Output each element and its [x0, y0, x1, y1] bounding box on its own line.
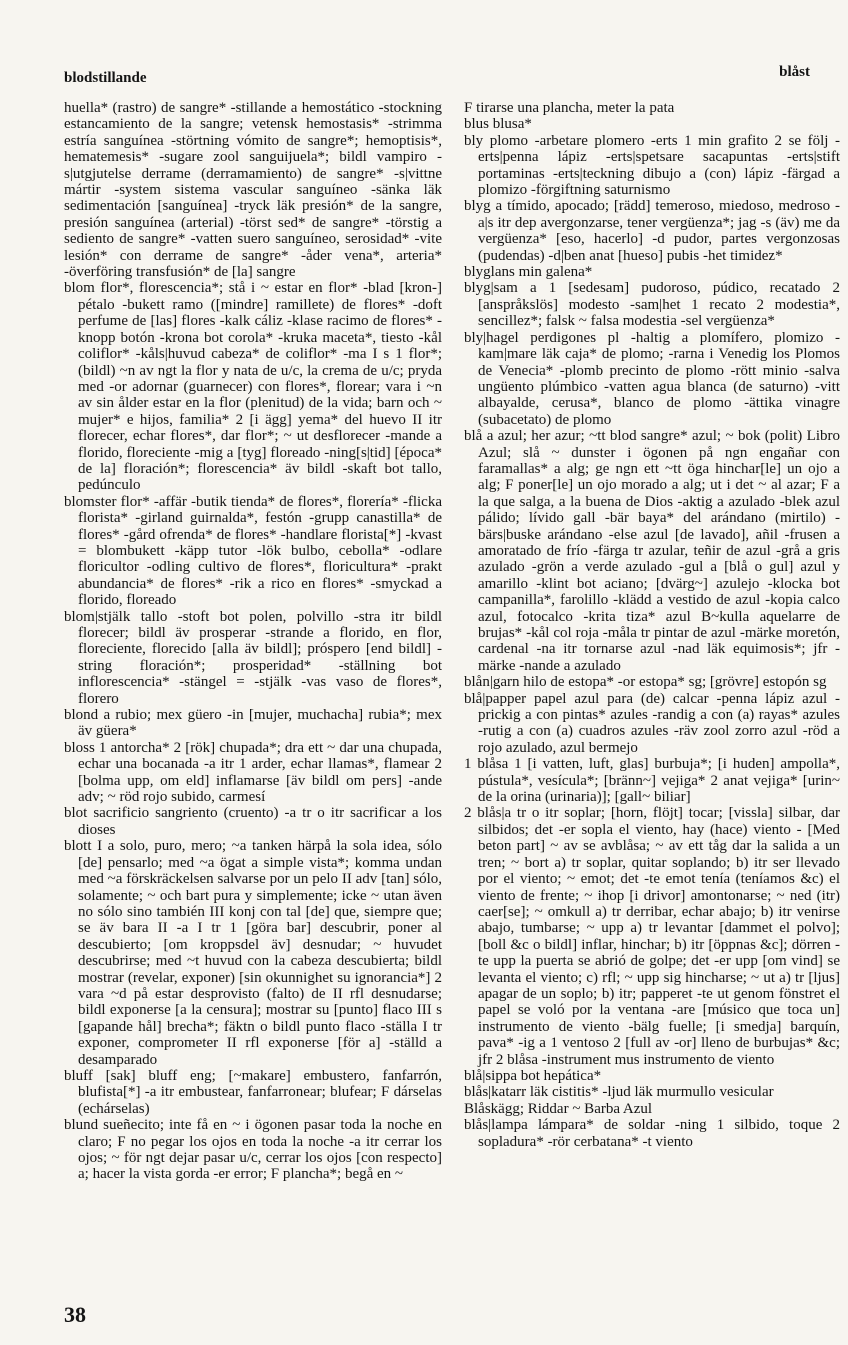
- dictionary-entry: blå a azul; her azur; ~tt blod sangre* azul; ~ bok (polit) Libro Azul; slå ~ dunster i ögonen på ngn engañar con faramallas* a alg; ge ngn ett ~tt öga hinchar[le] un ojo a alg; F poner[le] un ojo morado a alg; ut i det ~ al azar; F a la que salga, a la buena de Dios -aktig a azulado -blek azul pálido; lívido gall -bär baya* del arándano (mirtilo) -bärs|buske arándano -else azul [de lavado], añil -frusen a amoratado de frío -färga tr azular, teñir de azul -grå a gris azulado -grön a verde azulado -gul a [blå o gul] azul y amarillo -klint bot aciano; [dvärg~] azulejo -klocka bot campanilla*, farolillo -klädd a vestido de azul -kopia calco azul, fotocalco -krita tiza* azul B~kulla aquelarre de brujas* -kål col roja -måla tr pintar de azul -märke moretón, cardenal -na itr tornarse azul -nad läk equimosis*; jfr -märke -nande a azulado: [464, 428, 840, 674]
- dictionary-entry: bly plomo -arbetare plomero -erts 1 min grafito 2 se följ -erts|penna lápiz -erts|spetsare sacapuntas -erts|stift portaminas -erts|teckning dibujo a (con) lápiz -färgad a plomizo -förgiftning saturnismo: [464, 132, 840, 199]
- dictionary-entry: blott I a solo, puro, mero; ~a tanken härpå la sola idea, sólo [de] pensarlo; med ~a ögat a simple vista*; komma undan med ~a förskräckelsen salvarse por un pelo II adv [tan] sólo, solamente; ~ och bart pura y simplemente; icke ~ utan även no sólo sino también III konj con tal [de] que, siempre que; se äv bara II -a I tr 1 [göra bar] descubrir, poner al descubierto; [om kroppsdel äv] desnudar; ~ huvudet descubrirse; med ~t huvud con la cabeza descubierta; bildl mostrar (revelar, exponer) [sin okunnighet su ignorancia*] 2 vara ~d på estar desprovisto (falto) de II rfl desnudarse; bildl exponerse [a la censura]; mostrar su [punto] flaco III s [gapande hål] brecha*; fäktn o bildl punto flaco -ställa I tr exponer, comprometer II rfl exponerse [för a] -ställd a desamparado: [64, 838, 442, 1068]
- dictionary-entry: blå|papper papel azul para (de) calcar -penna lápiz azul -prickig a con pintas* azules -randig a con (a) rayas* azules -rutig a con (a) cuadros azules -räv zool zorro azul -röd a rojo azulado, azul bermejo: [464, 690, 840, 756]
- left-column: [64, 100, 442, 1183]
- dictionary-entry: 2 blås|a tr o itr soplar; [horn, flöjt] tocar; [vissla] silbar, dar silbidos; det -er sopla el viento, hay (hace) viento - [Med beton part] ~ av se avblåsa; ~ av ett tåg dar la salida a un tren; ~ bort a) tr soplar, quitar soplando; b) itr ser llevado por el viento; ~ emot; det -te emot tenía (teníamos &c) el viento de frente; ~ ihop [i drivor] amontonarse; ~ ned (itr) caer[se]; ~ omkull a) tr derribar, echar abajo; b) itr venirse abajo, tumbarse; ~ upp a) tr levantar [dammet el polvo]; [boll &c o bildl] inflar, hinchar; b) itr [öppnas &c]; dörren -te upp la puerta se abrió de golpe; det -er upp [om vind] se levanta el viento; c) rfl; ~ upp sig hincharse; ~ ut a) tr [ljus] apagar de un soplo; b) itr; papperet -te ut genom fönstret el papel se voló por la ventana -are [músico que toca un] instrumento de viento -bälg fuelle; [i smedja] barquín, pava* -ig a 1 ventoso 2 [full av -or] lleno de burbujas* &c; jfr 2 blåsa -instrument mus instrumento de viento: [464, 805, 840, 1068]
- dictionary-entry: blån|garn hilo de estopa* -or estopa* sg; [grövre] estopón sg: [464, 674, 827, 691]
- dictionary-entry: blot sacrificio sangriento (cruento) -a tr o itr sacrificar a los dioses: [64, 805, 442, 838]
- dictionary-entry: blyg|sam a 1 [sedesam] pudoroso, púdico, recatado 2 [anspråkslös] modesto -sam|het 1 recato 2 modestia*, sencillez*; falsk ~ falsa modestia -sel vergüenza*: [464, 280, 840, 330]
- dictionary-entry: blå|sippa bot hepática*: [464, 1067, 602, 1084]
- dictionary-entry: blyglans min galena*: [464, 264, 593, 281]
- dictionary-entry: bluff [sak] bluff eng; [~makare] embustero, fanfarrón, blufista[*] -a itr embustear, fanfarronear; blufear; F dárselas (echárselas): [64, 1067, 442, 1117]
- running-head-first-word: blodstillande: [64, 70, 147, 86]
- dictionary-entry: huella* (rastro) de sangre* -stillande a hemostático -stockning estancamiento de la sangre; vetensk hemostasis* -strimma estría sanguínea -störtning vómito de sangre*; hemoptisis*, hematemesis* -sugare zool sanguijuela*; bildl vampiro -s|utgjutelse derrame (derramamiento) de sangre* -s|vittne mártir -system sistema vascular sanguíneo -sänka läk sedimentación [sanguínea] -tryck läk presión* de la sangre, presión sanguínea (arterial) -törst sed* de sangre* -törstig a sediento de sangre* -vatten suero sanguíneo, serosidad* -vite lesión* con derrame de sangre* -åder vena*, arteria* -överföring transfusión* de [la] sangre: [64, 100, 442, 281]
- dictionary-entry: blom|stjälk tallo -stoft bot polen, polvillo -stra itr bildl florecer; bildl äv prosperar -strande a florido, en flor, floreciente, florecido [alla äv bildl]; próspero [end bildl] -string floración*; prosperidad* -ställning bot inflorescencia* -stängel = -stjälk -vas vaso de flores*, florero: [64, 608, 442, 707]
- dictionary-entry: blomster flor* -affär -butik tienda* de flores*, florería* -flicka florista* -girland guirnalda*, festón -grupp canastilla* de flores* -gård ofrenda* de flores* -handlare florista[*] -kvast = blombukett -käpp tutor -lök bulbo, cebolla* -odlare floricultor -odling cultivo de flores*, floricultura* -prakt abundancia* de flores* -rik a rico en flores* -smyckad a florido, floreado: [64, 493, 442, 609]
- dictionary-entry: blyg a tímido, apocado; [rädd] temeroso, miedoso, medroso -a|s itr dep avergonzarse, tener vergüenza*; jag -s (äv) me da vergüenza* [eso, hacerlo] -d pudor, partes vergonzosas (pudendas) -d|ben anat [hueso] pubis -het timidez*: [464, 198, 840, 264]
- dictionary-entry: blus blusa*: [464, 116, 532, 133]
- right-column: [464, 100, 840, 1150]
- dictionary-entry: bly|hagel perdigones pl -haltig a plomífero, plomizo -kam|mare läk caja* de plomo; -rarna i Venedig los Plomos de Venecia* -plomb precinto de plomo -rött minio -salva ungüento plúmbico -vatten agua blanca (de saturno) -vitt albayalde, cerusa*, blanco de plomo -ättika vinagre (subacetato) de plomo: [464, 329, 840, 428]
- dictionary-entry: blund sueñecito; inte få en ~ i ögonen pasar toda la noche en claro; F no pegar los ojos en toda la noche -a itr cerrar los ojos; ~ för ngt dejar pasar u/c, cerrar los ojos [con respecto] a; hacer la vista gorda -er error; F plancha*; begå en ~: [64, 1117, 442, 1183]
- dictionary-entry: F tirarse una plancha, meter la pata: [464, 100, 675, 116]
- dictionary-entry: blom flor*, florescencia*; stå i ~ estar en flor* -blad [kron-] pétalo -bukett ramo ([mindre] ramillete) de flores* -doft perfume de [las] flores -kalk cáliz -klase racimo de flores* -knopp botón -krona bot corola* -kruka maceta*, tiesto -kål coliflor* -kåls|huvud cabeza* de coliflor* -ma I s 1 flor*; (bildl) ~n av ngt la flor y nata de u/c, la crema de u/c; pryda med -or adornar (guarnecer) con flores*, florear; vara i ~n av sin ålder estar en la flor (plenitud) de la vida; barn och ~ mujer* e hijos, familia* 2 [i ägg] yema* del huevo II itr florecer, echar flores*, dar flor*; ~ ut desflorecer -mande a florido, floreciente -mig a [tyg] floreado -ning[s|tid] [época* de la] floración*; florescencia* äv bildl -skaft bot tallo, pedúnculo: [64, 280, 442, 494]
- running-head-last-word: blåst: [779, 64, 810, 80]
- dictionary-entry: blås|katarr läk cistitis* -ljud läk murmullo vesicular: [464, 1084, 774, 1101]
- dictionary-entry: blond a rubio; mex güero -in [mujer, muchacha] rubia*; mex äv güera*: [64, 707, 442, 740]
- dictionary-entry: 1 blåsa 1 [i vatten, luft, glas] burbuja*; [i huden] ampolla*, pústula*, vesícula*; [bränn~] vejiga* 2 anat vejiga* [urin~ de la orina (urinaria)]; [gall~ biliar]: [464, 756, 840, 806]
- page-number: 38: [64, 1302, 86, 1327]
- dictionary-entry: blås|lampa lámpara* de soldar -ning 1 silbido, toque 2 sopladura* -rör cerbatana* -t viento: [464, 1117, 840, 1150]
- dictionary-entry: bloss 1 antorcha* 2 [rök] chupada*; dra ett ~ dar una chupada, echar una bocanada -a itr 1 arder, echar llamas*, flamear 2 [bolma upp, om eld] inflamarse [äv bildl om pers] -ande adv; ~ röd rojo subido, carmesí: [64, 739, 442, 806]
- dictionary-entry: Blåskägg; Riddar ~ Barba Azul: [464, 1100, 653, 1117]
